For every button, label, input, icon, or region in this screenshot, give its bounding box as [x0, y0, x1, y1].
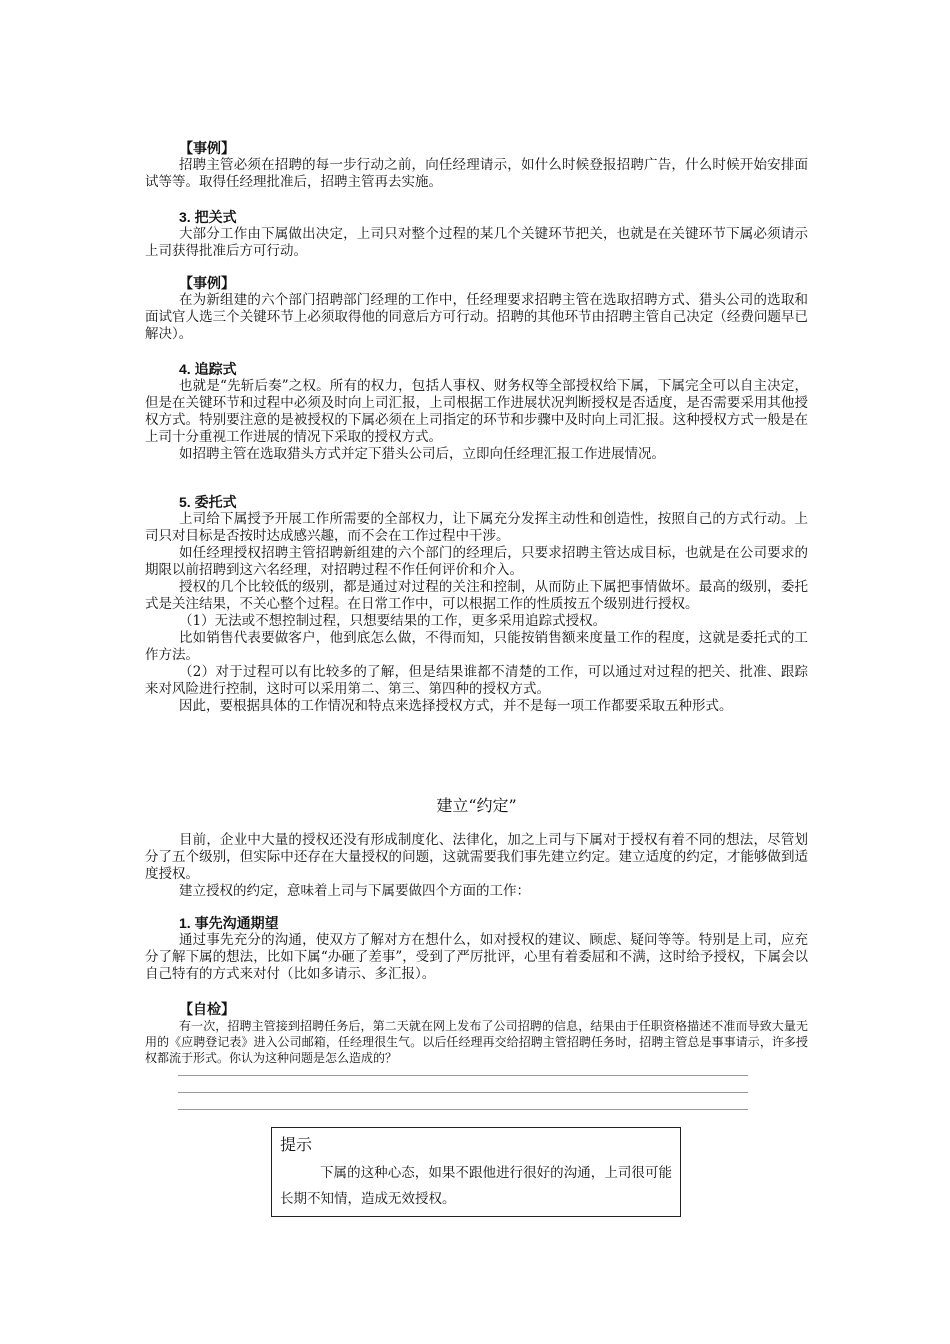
case-text: 在为新组建的六个部门招聘部门经理的工作中，任经理要求招聘主管在选取招聘方式、猎头公司的选取和面试官人选三个关键环节上必须取得他的同意后方可行动。招聘的其他环节由招聘主管自己决定（经费问题早已解决）。 — [145, 292, 808, 342]
section-example: 如招聘主管在选取猎头方式并定下猎头公司后，立即向任经理汇报工作进展情况。 — [179, 446, 665, 462]
self-check-heading: 【自检】 — [179, 1001, 235, 1017]
section-text: 大部分工作由下属做出决定，上司只对整个过程的某几个关键环节把关，也就是在关键环节下属必须请示上司获得批准后方可行动。 — [145, 226, 808, 259]
intro-p2: 建立授权的约定，意味着上司与下属要做四个方面的工作： — [179, 883, 530, 899]
answer-line[interactable] — [178, 1109, 748, 1110]
delegation-p3: 授权的几个比较低的级别，都是通过对过程的关注和控制，从而防止下属把事情做坏。最高的级别，委托式是关注结果，不关心整个过程。在日常工作中，可以根据工作的性质按五个级别进行授权。 — [145, 579, 808, 612]
case-text: 招聘主管必须在招聘的每一步行动之前，向任经理请示，如什么时候登报招聘广告，什么时候开始安排面试等等。取得任经理批准后，招聘主管再去实施。 — [145, 157, 808, 190]
section-checkpoint — [145, 208, 808, 260]
section-tracking — [145, 360, 808, 463]
section-text: 也就是“先斩后奏”之权。所有的权力，包括人事权、财务权等全部授权给下属，下属完全可以自主决定，但是在关键环节和过程中必须及时向上司汇报，上司根据工作进展状况判断授权是否适度，是否需要采用其他授权方式。特别要注意的是被授权的下属必须在上司指定的环节和步骤中及时向上司汇报。这种授权方式一般是在上司十分重视工作进展的情况下采取的授权方式。 — [145, 378, 808, 445]
case-block-1 — [145, 139, 808, 191]
self-check-text: 有一次，招聘主管接到招聘任务后，第二天就在网上发布了公司招聘的信息，结果由于任职资格描述不准而导致大量无用的《应聘登记表》进入公司邮箱，任经理很生气。以后任经理再交给招聘主管招聘任务时，招聘主管总是事事请示，许多授权都流于形式。你认为这种问题是怎么造成的？ — [145, 1019, 808, 1065]
section-text: 通过事先充分的沟通，使双方了解对方在想什么，如对授权的建议、顾虑、疑问等等。特别是上司，应充分了解下属的想法，比如下属“办砸了差事”，受到了严厉批评，心里有着委屈和不满，这时给予授权，下属会以自己特有的方式来对付（比如多请示、多汇报）。 — [145, 932, 808, 982]
self-check-block — [145, 1000, 808, 1066]
section-heading: 3. 把关式 — [179, 209, 237, 225]
section-heading: 4. 追踪式 — [179, 361, 237, 377]
case-heading: 【事例】 — [179, 140, 235, 156]
tip-text: 下属的这种心态，如果不跟他进行很好的沟通，上司很可能长期不知情，造成无效授权。 — [280, 1165, 672, 1207]
delegation-p2: 如任经理授权招聘主管招聘新组建的六个部门的经理后，只要求招聘主管达成目标，也就是在公司要求的期限以前招聘到这六名经理，对招聘过程不作任何评价和介入。 — [145, 545, 808, 578]
tip-box — [271, 1127, 681, 1217]
section-title: 建立“约定” — [436, 796, 517, 815]
case-block-2 — [145, 274, 808, 343]
delegation-p5: 比如销售代表要做客户，他到底怎么做，不得而知，只能按销售额来度量工作的程度，这就是委托式的工作方法。 — [145, 630, 808, 663]
intro-block — [145, 832, 808, 900]
delegation-p7: 因此，要根据具体的工作情况和特点来选择授权方式，并不是每一项工作都要采取五种形式。 — [179, 698, 733, 714]
answer-line[interactable] — [178, 1092, 748, 1093]
delegation-p6: （2）对于过程可以有比较多的了解，但是结果谁都不清楚的工作，可以通过对过程的把关、批准、跟踪来对风险进行控制，这时可以采用第二、第三、第四种的授权方式。 — [145, 664, 808, 697]
delegation-p1: 上司给下属授予开展工作所需要的全部权力，让下属充分发挥主动性和创造性，按照自己的方式行动。上司只对目标是否按时达成感兴趣，而不会在工作过程中干涉。 — [145, 511, 808, 544]
section-communicate — [145, 914, 808, 983]
intro-p1: 目前，企业中大量的授权还没有形成制度化、法律化，加之上司与下属对于授权有着不同的想法，尽管划分了五个级别，但实际中还存在大量授权的问题，这就需要我们事先建立约定。建立适度的约定，才能够做到适度授权。 — [145, 832, 808, 882]
answer-line[interactable] — [178, 1075, 748, 1076]
tip-title: 提示 — [280, 1137, 313, 1154]
section-heading: 1. 事先沟通期望 — [179, 915, 279, 931]
case-heading: 【事例】 — [179, 275, 235, 291]
section-delegation — [145, 493, 808, 715]
section-heading: 5. 委托式 — [179, 494, 237, 510]
delegation-p4: （1）无法或不想控制过程，只想要结果的工作，更多采用追踪式授权。 — [179, 613, 607, 629]
